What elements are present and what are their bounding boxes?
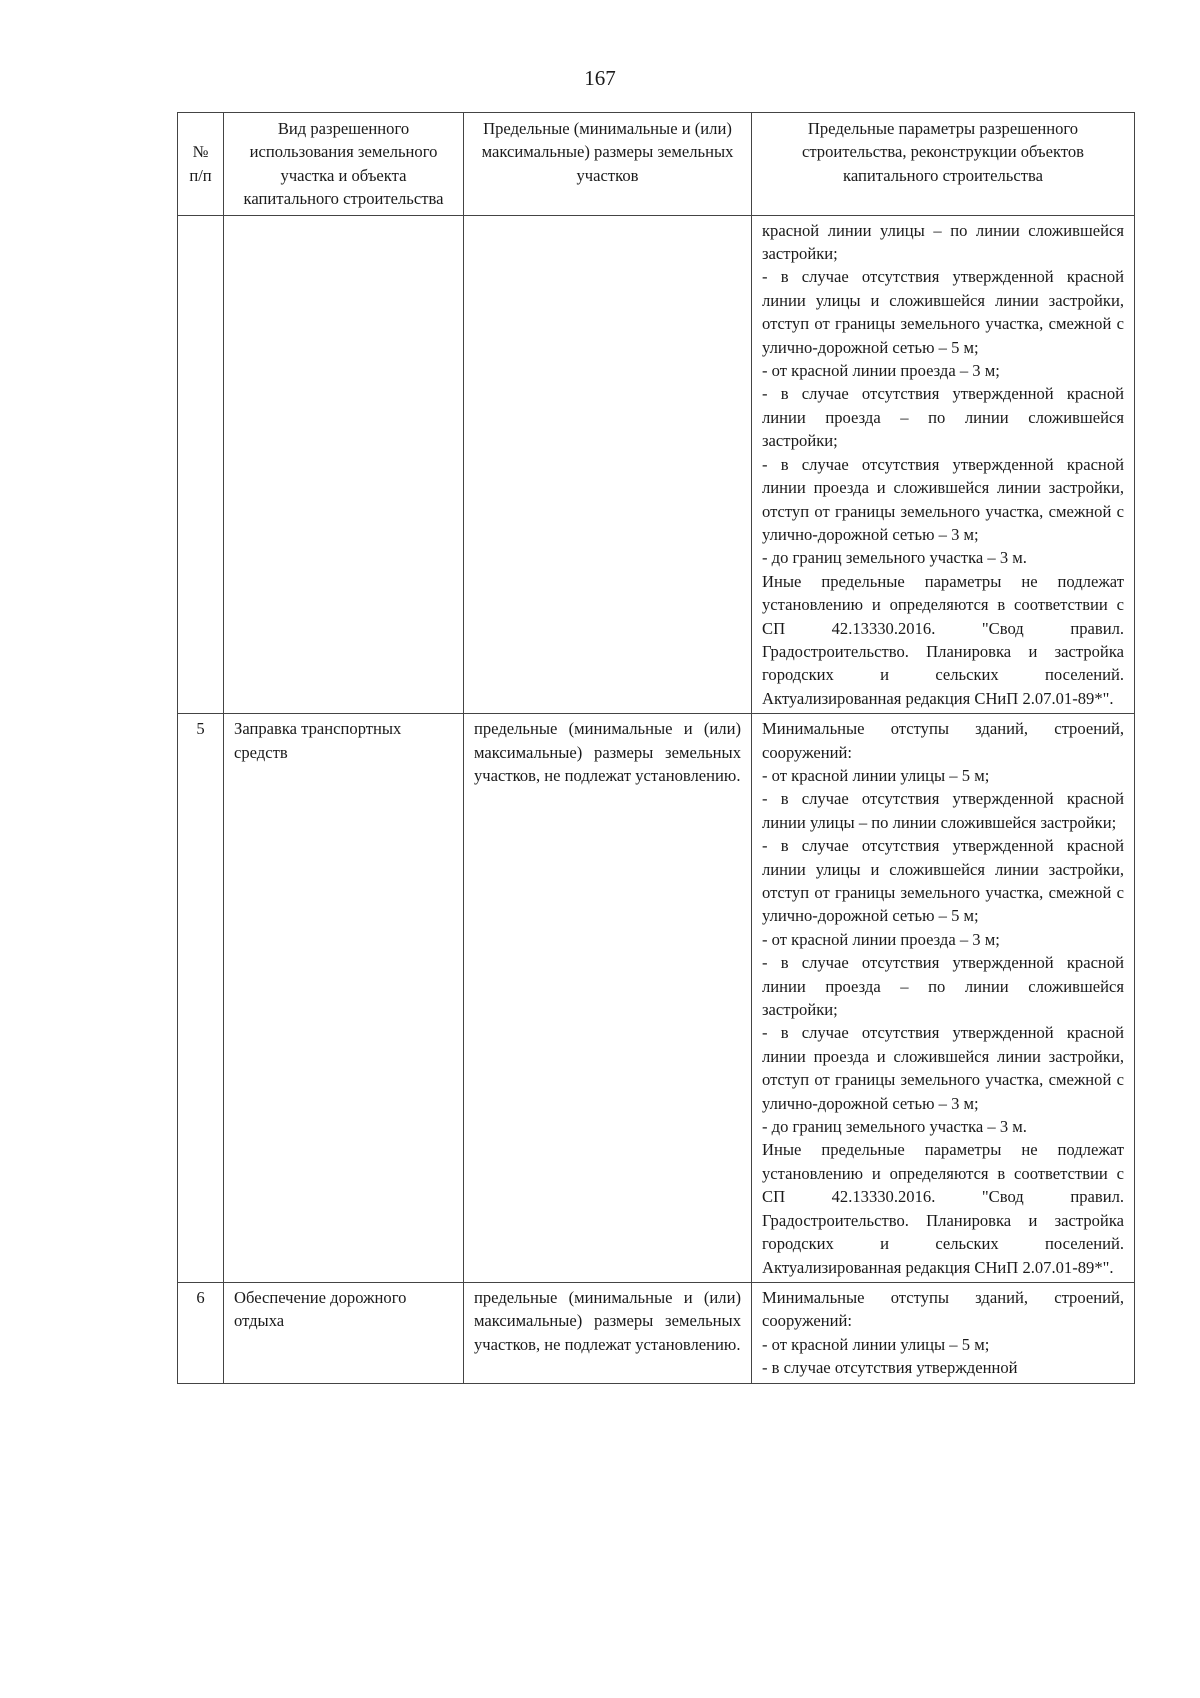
build-params — [752, 1282, 1135, 1383]
param-line: - от красной линии проезда – 3 м; — [762, 929, 1000, 949]
param-line: - от красной линии проезда – 3 м; — [762, 361, 1000, 381]
param-line: - в случае отсутствия утвержденной красной линии улицы и сложившейся линии застройки, отступ от границы земельного участка, смежной с улично-дорожной сетью – 5 м; — [762, 267, 1124, 357]
cell-plot-sizes — [464, 215, 752, 714]
param-line: - до границ земельного участка – 3 м. — [762, 1117, 1027, 1137]
param-line: - от красной линии улицы – 5 м; — [762, 765, 990, 785]
param-line: - в случае отсутствия утвержденной красной линии проезда – по линии сложившейся застройки; — [762, 384, 1124, 451]
cell-build-params — [752, 215, 1135, 714]
cell-number — [178, 215, 224, 714]
param-line: - в случае отсутствия утвержденной красной линии улицы и сложившейся линии застройки, отступ от границы земельного участка, смежной с улично-дорожной сетью – 5 м; — [762, 836, 1124, 926]
param-line: - в случае отсутствия утвержденной — [762, 1358, 1018, 1378]
param-line: - в случае отсутствия утвержденной красной линии улицы – по линии сложившейся застройки; — [762, 789, 1124, 832]
param-line: - до границ земельного участка – 3 м. — [762, 548, 1027, 568]
build-params — [752, 714, 1135, 1283]
page-number: 167 — [584, 66, 616, 90]
table-row-continued — [178, 215, 1135, 714]
header-use-type: Вид разрешенного использования земельного участка и объекта капитального строительства — [224, 113, 464, 216]
row-number: 5 — [178, 714, 224, 1283]
cell-use-type — [224, 215, 464, 714]
header-plot-sizes: Предельные (минимальные и (или) максимальные) размеры земельных участков — [464, 113, 752, 216]
param-line: - в случае отсутствия утвержденной красной линии проезда и сложившейся линии застройки, отступ от границы земельного участка, смежной с улично-дорожной сетью – 3 м; — [762, 1023, 1124, 1113]
param-line: Минимальные отступы зданий, строений, сооружений: — [762, 719, 1124, 762]
table-row-5 — [178, 714, 1135, 1283]
param-line: Иные предельные параметры не подлежат установлению и определяются в соответствии с СП 42.13330.2016. "Свод правил. Градостроительство. Планировка и застройка городских и сельских поселений. Актуализированная редакция СНиП 2.07.01-89*". — [762, 1140, 1124, 1277]
use-type: Заправка транспортных средств — [224, 714, 464, 1283]
table-row-6 — [178, 1282, 1135, 1383]
header-build-params: Предельные параметры разрешенного строительства, реконструкции объектов капитального строительства — [752, 113, 1135, 216]
param-line: Минимальные отступы зданий, строений, сооружений: — [762, 1287, 1124, 1331]
param-line: красной линии улицы – по линии сложившейся застройки; — [762, 220, 1124, 264]
param-line: - в случае отсутствия утвержденной красной линии проезда и сложившейся линии застройки, отступ от границы земельного участка, смежной с улично-дорожной сетью – 3 м; — [762, 454, 1124, 544]
param-line: - от красной линии улицы – 5 м; — [762, 1334, 990, 1354]
plot-sizes: предельные (минимальные и (или) максимальные) размеры земельных участков, не подлежат установлению. — [464, 1282, 752, 1383]
plot-sizes: предельные (минимальные и (или) максимальные) размеры земельных участков, не подлежат установлению. — [464, 714, 752, 1283]
param-line: Иные предельные параметры не подлежат установлению и определяются в соответствии с СП 42.13330.2016. "Свод правил. Градостроительство. Планировка и застройка городских и сельских поселений. Актуализированная редакция СНиП 2.07.01-89*". — [762, 571, 1124, 708]
param-line: - в случае отсутствия утвержденной красной линии проезда – по линии сложившейся застройки; — [762, 953, 1124, 1020]
table-header-row — [178, 113, 1135, 216]
use-type: Обеспечение дорожного отдыха — [224, 1282, 464, 1383]
row-number: 6 — [178, 1282, 224, 1383]
zoning-parameters-table — [177, 112, 1135, 1384]
header-number: № п/п — [178, 113, 224, 216]
